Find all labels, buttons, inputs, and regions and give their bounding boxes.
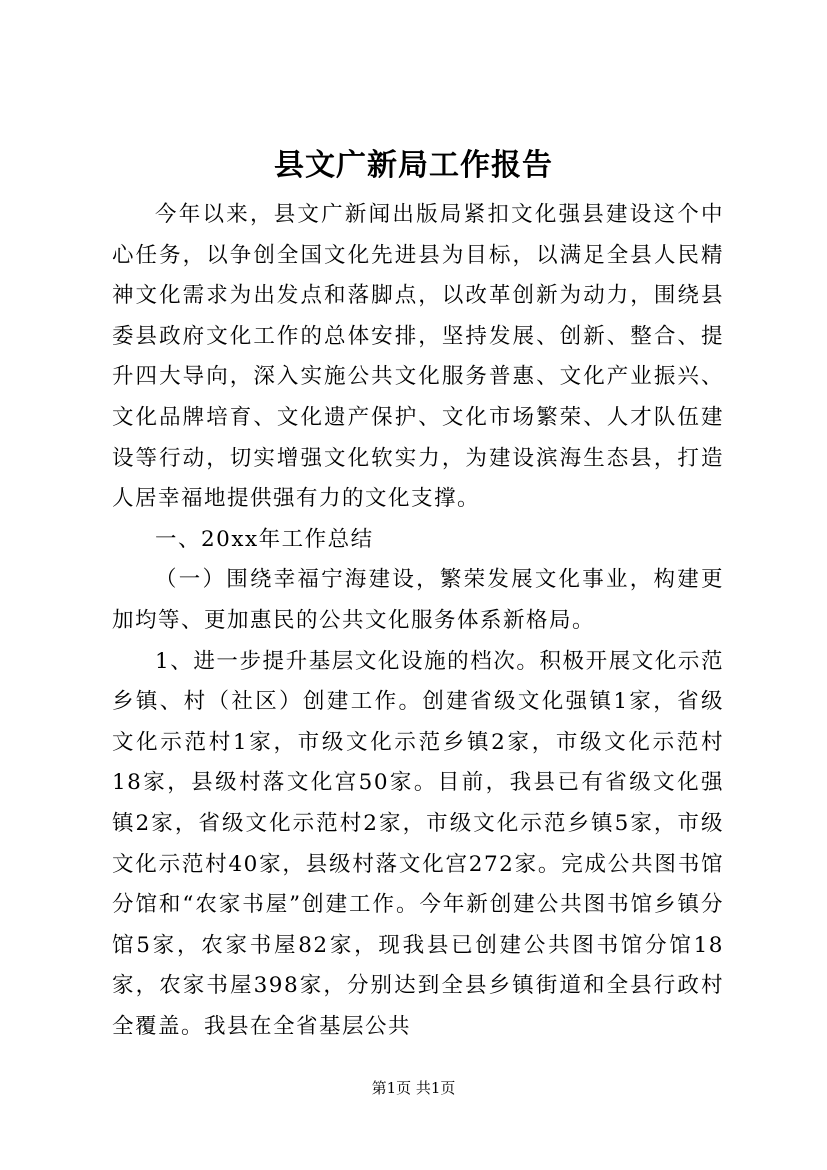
paragraph-intro: 今年以来，县文广新闻出版局紧扣文化强县建设这个中心任务，以争创全国文化先进县为目标，以满足全县人民精神文化需求为出发点和落脚点，以改革创新为动力，围绕县委县政府文化工作的总体安排，坚持发展、创新、整合、提升四大导向，深入实施公共文化服务普惠、文化产业振兴、文化品牌培育、文化遗产保护、文化市场繁荣、人才队伍建设等行动，切实增强文化软实力，为建设滨海生态县，打造人居幸福地提供强有力的文化支撑。 (112, 202, 724, 512)
section-heading: 一、20xx年工作总结 (155, 526, 374, 552)
document-title: 县文广新局工作报告 (274, 148, 553, 183)
paragraph-item-1: 1、进一步提升基层文化设施的档次。积极开展文化示范乡镇、村（社区）创建工作。创建省级文化强镇1家，省级文化示范村1家，市级文化示范乡镇2家，市级文化示范村18家，县级村落文化宫50家。目前，我县已有省级文化强镇2家，省级文化示范村2家，市级文化示范乡镇5家，市级文化示范村40家，县级村落文化宫272家。完成公共图书馆分馆和“农家书屋”创建工作。今年新创建公共图书馆乡镇分馆5家，农家书屋82家，现我县已创建公共图书馆分馆18家，农家书屋398家，分别达到全县乡镇街道和全县行政村全覆盖。我县在全省基层公共 (112, 648, 724, 1039)
subsection-heading: （一）围绕幸福宁海建设，繁荣发展文化事业，构建更加均等、更加惠民的公共文化服务体系新格局。 (112, 567, 724, 633)
page-footer: 第1页 共1页 (371, 1079, 456, 1097)
document-body (112, 195, 724, 1047)
